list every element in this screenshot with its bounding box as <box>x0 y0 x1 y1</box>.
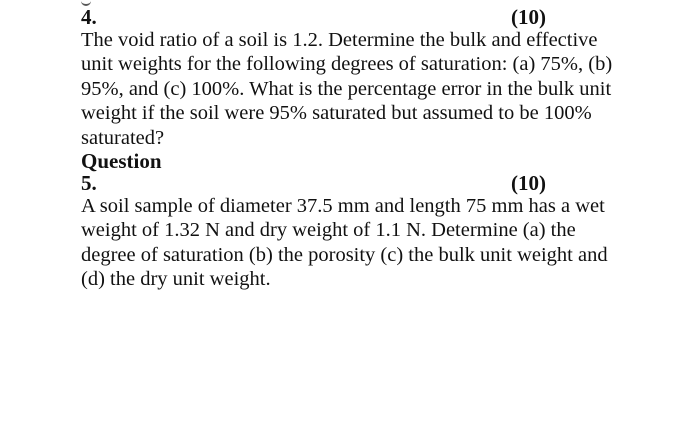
question-5-text: A soil sample of diameter 37.5 mm and length 75 mm has a wet weight of 1.32 N and dry weight of 1.1 N. Determine (a) the degree of saturation (b) the porosity (c) the bulk unit weight and (d) the dry unit weight. <box>81 195 608 291</box>
question-5-block <box>81 172 641 292</box>
question-4-block <box>81 6 641 150</box>
question-4-text: The void ratio of a soil is 1.2. Determine the bulk and effective unit weights for the following degrees of saturation: (a) 75%, (b) 95%, and (c) 100%. What is the percentage error in the bulk unit weight if the soil were 95% saturated but assumed to be 100% saturated? <box>81 29 613 149</box>
question-label: Question <box>81 149 162 173</box>
question-5-number: 5. <box>81 171 97 195</box>
question-4-header <box>81 6 641 28</box>
question-5-header <box>81 172 641 194</box>
question-4-number: 4. <box>81 5 97 29</box>
question-4-marks: (10) <box>511 5 546 29</box>
question-5-marks: (10) <box>511 171 546 195</box>
